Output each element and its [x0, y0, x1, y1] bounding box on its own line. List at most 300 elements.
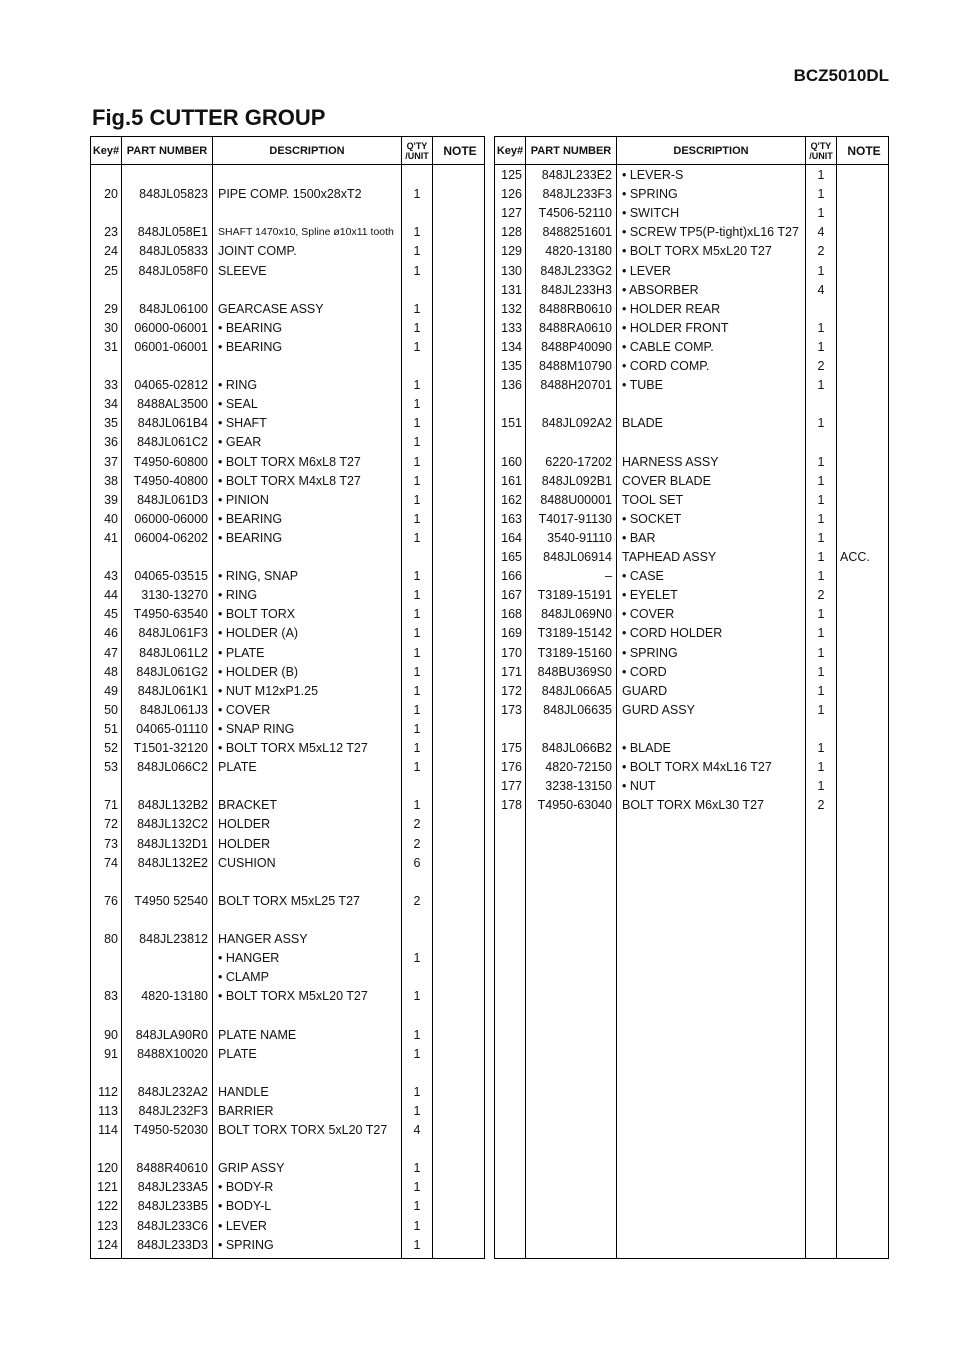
cell-desc: • HOLDER (B) [218, 664, 299, 679]
cell-qty: 1 [817, 741, 825, 755]
cell-desc: SHAFT 1470x10, Spline ø10x11 tooth [218, 226, 394, 239]
cell-note [433, 453, 484, 472]
column-key [495, 137, 526, 1258]
cell-key: 136 [501, 378, 522, 393]
cell-note [837, 624, 888, 643]
cell-desc: • SPRING [622, 187, 678, 202]
cell-qty: 1 [817, 187, 825, 202]
cell-part: 848JL233E2 [541, 168, 612, 182]
cell-desc: • BOLT TORX M5xL12 T27 [218, 741, 368, 755]
cell-part: 848JL06635 [543, 702, 612, 717]
cell-part: 848JL233F3 [542, 187, 612, 202]
cell-note [433, 968, 484, 987]
cell-note [433, 1178, 484, 1197]
cell-qty: 2 [817, 244, 825, 259]
cell-key: 44 [104, 588, 118, 603]
cell-note [433, 223, 484, 242]
cell-part: 848JL233H3 [541, 282, 612, 297]
cell-qty: 1 [817, 473, 825, 488]
cell-desc: JOINT COMP. [218, 244, 297, 259]
cell-part: 848JL061K1 [137, 683, 208, 698]
cell-key: 177 [501, 779, 522, 794]
cell-desc: BOLT TORX M6xL30 T27 [622, 798, 764, 813]
cell-part: 8488RA0610 [539, 320, 612, 335]
cell-qty: 1 [413, 1027, 421, 1042]
cell-note [433, 491, 484, 510]
cell-part: 848JL233B5 [137, 1199, 208, 1214]
cell-qty: 1 [413, 798, 421, 813]
cell-note: ACC. [840, 550, 870, 564]
cell-part: 8488M10790 [539, 359, 612, 373]
cell-qty [402, 968, 432, 987]
cell-note [433, 1026, 484, 1045]
cell-desc: • SNAP RING [218, 721, 295, 736]
cell-note [837, 414, 888, 433]
cell-key: 134 [501, 339, 522, 354]
cell-part: T3189-15142 [537, 626, 612, 641]
cell-key: 114 [98, 1123, 118, 1137]
header-desc: DESCRIPTION [213, 137, 401, 165]
cell-key: 160 [501, 454, 522, 469]
cell-key [91, 968, 121, 987]
cell-desc: • CORD HOLDER [622, 626, 723, 641]
cell-part: 848JL092B1 [541, 473, 612, 488]
cell-key: 46 [104, 626, 118, 641]
cell-note [837, 472, 888, 491]
cell-qty: 1 [817, 607, 825, 622]
cell-desc: HARNESS ASSY [622, 454, 719, 469]
cell-qty: 1 [413, 645, 421, 660]
cell-desc: SLEEVE [218, 263, 267, 278]
cell-desc: COVER BLADE [622, 473, 711, 488]
cell-qty: 1 [817, 760, 825, 775]
cell-desc: PLATE NAME [218, 1027, 297, 1042]
cell-qty: 2 [817, 359, 825, 373]
cell-qty: 1 [817, 378, 825, 393]
cell-part: 4820-13180 [545, 244, 612, 259]
cell-key: 171 [501, 664, 522, 679]
cell-part: T4950-52030 [133, 1123, 208, 1137]
cell-desc: • SPRING [622, 645, 678, 660]
cell-part: T4950-60800 [133, 454, 208, 469]
cell-note [433, 1236, 484, 1255]
cell-desc: BARRIER [218, 1103, 274, 1118]
cell-part: 06000-06000 [134, 511, 208, 526]
cell-desc: • PINION [218, 492, 269, 507]
cell-desc: • BEARING [218, 530, 283, 545]
cell-note [837, 376, 888, 395]
cell-desc: • CLAMP [218, 970, 269, 985]
cell-key: 40 [104, 511, 118, 526]
cell-desc: • NUT [622, 779, 656, 794]
header-key: Key# [495, 137, 525, 165]
cell-qty: 1 [817, 339, 825, 354]
cell-qty: 1 [817, 626, 825, 641]
cell-key: 151 [501, 416, 522, 431]
cell-desc: TOOL SET [622, 492, 684, 507]
cell-key: 127 [501, 206, 522, 221]
cell-qty: 1 [413, 244, 421, 259]
cell-desc: • BODY-R [218, 1180, 274, 1195]
cell-key: 170 [501, 645, 522, 660]
cell-part: 06004-06202 [134, 530, 208, 545]
cell-note [837, 777, 888, 796]
cell-qty: 1 [413, 492, 421, 507]
cell-note [837, 300, 888, 319]
column-desc [213, 137, 402, 1258]
column-note [433, 137, 484, 1258]
cell-key: 29 [104, 301, 118, 316]
cell-note [433, 319, 484, 338]
cell-key: 168 [501, 607, 522, 622]
cell-note [433, 1197, 484, 1216]
cell-desc: BRACKET [218, 798, 278, 813]
cell-note [837, 663, 888, 682]
cell-note [837, 338, 888, 357]
cell-note [837, 166, 888, 185]
cell-key: 52 [104, 741, 118, 755]
cell-key: 50 [104, 702, 118, 717]
column-note [837, 137, 888, 1258]
cell-desc: • BOLT TORX M6xL8 T27 [218, 454, 361, 469]
cell-desc: • EYELET [622, 588, 678, 603]
cell-note [433, 644, 484, 663]
cell-qty: 1 [413, 702, 421, 717]
cell-part: 848JL132E2 [137, 855, 208, 870]
cell-note [433, 624, 484, 643]
cell-part: 848JL05833 [139, 244, 208, 259]
cell-note [433, 835, 484, 854]
cell-key: 45 [104, 607, 118, 622]
cell-desc: • HOLDER REAR [622, 301, 721, 316]
cell-qty: 2 [817, 798, 825, 813]
cell-qty: 1 [817, 320, 825, 335]
cell-key: 37 [104, 454, 118, 469]
cell-desc: • BOLT TORX [218, 607, 296, 622]
cell-part: 848JL233G2 [540, 263, 612, 278]
cell-qty: 1 [413, 607, 421, 622]
cell-part: 04065-02812 [134, 378, 208, 393]
cell-key: 36 [104, 435, 118, 450]
cell-key: 30 [104, 320, 118, 335]
cell-key: 169 [501, 626, 522, 641]
cell-part: 848JL066B2 [541, 741, 612, 755]
cell-note [433, 586, 484, 605]
cell-part: T4950 52540 [134, 893, 208, 908]
cell-desc: • HOLDER (A) [218, 626, 299, 641]
cell-note [837, 605, 888, 624]
cell-note [433, 1217, 484, 1236]
cell-part: 848JL233D3 [137, 1237, 208, 1252]
cell-key: 48 [104, 664, 118, 679]
cell-desc: • BEARING [218, 320, 283, 335]
cell-qty: 1 [413, 1046, 421, 1061]
cell-part: – [605, 569, 612, 584]
cell-desc: • LEVER-S [622, 168, 684, 182]
cell-note [837, 739, 888, 758]
cell-qty: 1 [413, 454, 421, 469]
cell-key: 47 [104, 645, 118, 660]
cell-note [837, 491, 888, 510]
cell-qty: 1 [413, 1199, 421, 1214]
cell-part: 8488P40090 [541, 339, 612, 354]
cell-qty: 1 [413, 473, 421, 488]
cell-qty: 1 [413, 530, 421, 545]
cell-desc: GUARD [622, 683, 668, 698]
cell-part: 848JL066A5 [541, 683, 612, 698]
cell-desc: • CABLE COMP. [622, 339, 714, 354]
cell-key: 35 [104, 416, 118, 431]
cell-part: 8488AL3500 [137, 397, 208, 412]
cell-qty: 1 [413, 569, 421, 584]
cell-key: 132 [501, 301, 522, 316]
cell-qty: 1 [817, 492, 825, 507]
cell-part: 848JL061C2 [137, 435, 208, 450]
cell-part: 848JL233A5 [137, 1180, 208, 1195]
cell-key: 39 [104, 492, 118, 507]
cell-part: 848JL066C2 [137, 760, 208, 775]
cell-note [837, 185, 888, 204]
cell-key: 172 [501, 683, 522, 698]
cell-part: 848JL061J3 [139, 702, 208, 717]
cell-qty: 1 [413, 760, 421, 775]
cell-part: T4017-91130 [538, 511, 612, 526]
cell-qty: 1 [413, 741, 421, 755]
cell-desc: • ABSORBER [622, 282, 699, 297]
cell-part [122, 949, 212, 968]
cell-part: 8488251601 [542, 225, 612, 240]
cell-desc: • CASE [622, 569, 664, 584]
cell-desc: • PLATE [218, 645, 265, 660]
cell-note [433, 854, 484, 873]
parts-table-right [494, 136, 889, 1259]
cell-part: 8488H20701 [540, 378, 612, 393]
cell-key: 23 [104, 225, 118, 240]
cell-part: 4820-72150 [545, 760, 612, 775]
cell-key: 113 [98, 1103, 118, 1118]
cell-qty: 1 [817, 511, 825, 526]
cell-key: 128 [501, 225, 522, 240]
cell-qty: 1 [413, 1237, 421, 1252]
cell-desc: • BAR [622, 530, 656, 545]
cell-key: 175 [501, 741, 522, 755]
cell-desc: • SPRING [218, 1237, 274, 1252]
cell-part: 04065-03515 [134, 569, 208, 584]
cell-qty: 1 [413, 511, 421, 526]
cell-part: 848JL069N0 [541, 607, 612, 622]
cell-part: 848JL061D3 [137, 492, 208, 507]
cell-key: 20 [104, 187, 118, 202]
cell-part: 848JL05823 [139, 187, 208, 202]
header-key: Key# [91, 137, 121, 165]
cell-key: 34 [104, 397, 118, 412]
cell-desc: • BOLT TORX M4xL8 T27 [218, 473, 361, 488]
cell-part: 848JL058F0 [138, 263, 208, 278]
cell-part: 848JL132C2 [137, 817, 208, 832]
cell-key: 123 [97, 1218, 118, 1233]
column-key [91, 137, 122, 1258]
cell-qty: 1 [413, 989, 421, 1004]
cell-part: T4950-63040 [537, 798, 612, 813]
cell-key: 124 [97, 1237, 118, 1252]
cell-note [433, 242, 484, 261]
cell-note [837, 204, 888, 223]
header-desc: DESCRIPTION [617, 137, 805, 165]
cell-part: 8488RB0610 [539, 301, 612, 316]
cell-qty: 1 [413, 301, 421, 316]
cell-key: 121 [97, 1180, 118, 1195]
cell-desc: HANGER ASSY [218, 932, 308, 946]
cell-note [837, 644, 888, 663]
cell-key: 176 [501, 760, 522, 775]
column-qty [402, 137, 433, 1258]
cell-qty: 4 [817, 225, 825, 240]
cell-note [837, 567, 888, 586]
cell-note [433, 682, 484, 701]
cell-desc: PLATE [218, 760, 257, 775]
cell-part: T1501-32120 [133, 741, 208, 755]
cell-key: 163 [501, 511, 522, 526]
cell-desc: • BLADE [622, 741, 671, 755]
cell-desc: • BEARING [218, 339, 283, 354]
cell-qty: 1 [817, 645, 825, 660]
cell-key: 72 [104, 817, 118, 832]
cell-desc: • SHAFT [218, 416, 267, 431]
cell-part: T4506-52110 [538, 206, 612, 221]
cell-desc: • TUBE [622, 378, 663, 393]
cell-note [433, 262, 484, 281]
cell-desc: • CORD COMP. [622, 359, 710, 373]
cell-note [433, 796, 484, 815]
cell-part: T3189-15191 [537, 588, 612, 603]
cell-note [433, 930, 484, 949]
cell-note [433, 414, 484, 433]
cell-qty: 2 [413, 893, 421, 908]
cell-qty: 1 [817, 550, 825, 564]
cell-qty: 1 [413, 416, 421, 431]
cell-desc: BOLT TORX M5xL25 T27 [218, 893, 360, 908]
cell-qty: 1 [413, 225, 421, 240]
cell-key: 38 [104, 473, 118, 488]
cell-key: 53 [104, 760, 118, 775]
cell-key: 49 [104, 683, 118, 698]
cell-qty: 1 [413, 339, 421, 354]
cell-note [837, 510, 888, 529]
cell-part: T4950-40800 [133, 473, 208, 488]
cell-desc: PLATE [218, 1046, 257, 1061]
cell-part: T3189-15160 [537, 645, 612, 660]
cell-qty: 1 [413, 320, 421, 335]
cell-key: 135 [501, 359, 522, 373]
cell-key: 83 [104, 989, 118, 1004]
cell-qty: 1 [817, 206, 825, 221]
cell-key: 33 [104, 378, 118, 393]
cell-desc: HOLDER [218, 836, 271, 851]
cell-key: 41 [104, 530, 118, 545]
cell-key: 76 [104, 893, 118, 908]
cell-key: 91 [104, 1046, 118, 1061]
cell-qty: 1 [817, 569, 825, 584]
cell-key: 129 [501, 244, 522, 259]
cell-desc: • LEVER [218, 1218, 267, 1233]
cell-key: 167 [501, 588, 522, 603]
cell-key: 173 [501, 702, 522, 717]
cell-desc: TAPHEAD ASSY [622, 550, 717, 564]
cell-note [837, 242, 888, 261]
cell-note [433, 1045, 484, 1064]
model-number: BCZ5010DL [793, 66, 889, 85]
cell-part: 848JL132B2 [137, 798, 208, 813]
cell-qty: 1 [413, 626, 421, 641]
cell-part: 04065-01110 [136, 721, 208, 736]
header-qty: Q'TY /UNIT [806, 137, 836, 165]
cell-qty: 6 [413, 855, 421, 870]
cell-key: 51 [104, 721, 118, 736]
cell-note [433, 720, 484, 739]
cell-part: 848JL132D1 [137, 836, 208, 851]
cell-qty: 2 [413, 836, 421, 851]
cell-note [837, 758, 888, 777]
cell-qty: 1 [817, 530, 825, 545]
cell-desc: GEARCASE ASSY [218, 301, 324, 316]
cell-note [433, 300, 484, 319]
cell-part: 848JL058E1 [137, 225, 208, 240]
cell-qty: 1 [413, 721, 421, 736]
cell-part: 3238-13150 [545, 779, 612, 794]
cell-desc: GRIP ASSY [218, 1161, 285, 1176]
cell-note [837, 529, 888, 548]
cell-note [433, 567, 484, 586]
cell-qty: 1 [817, 779, 825, 794]
cell-desc: • RING, SNAP [218, 569, 299, 584]
cell-key: 133 [501, 320, 522, 335]
cell-desc: GURD ASSY [622, 702, 695, 717]
cell-part: 848JL092A2 [541, 416, 612, 431]
cell-key: 125 [501, 168, 522, 182]
cell-part: 848JL232A2 [137, 1084, 208, 1099]
cell-note [433, 338, 484, 357]
cell-note [433, 987, 484, 1006]
cell-note [433, 739, 484, 758]
cell-note [433, 1121, 484, 1140]
cell-note [433, 1083, 484, 1102]
cell-qty: 1 [413, 397, 421, 412]
cell-qty [806, 300, 836, 319]
cell-key: 130 [501, 263, 522, 278]
cell-part: 848JL061B4 [137, 416, 208, 431]
cell-qty: 1 [413, 951, 421, 966]
cell-note [433, 395, 484, 414]
cell-part: 848JL06100 [139, 301, 208, 316]
cell-qty: 4 [413, 1123, 421, 1137]
figure-title: Fig.5 CUTTER GROUP [92, 105, 326, 130]
cell-qty: 1 [413, 1218, 421, 1233]
cell-part: 8488R40610 [136, 1161, 208, 1176]
cell-qty: 1 [413, 1161, 421, 1176]
cell-part: 848JL06914 [543, 550, 612, 564]
parts-table-left [90, 136, 485, 1259]
cell-note [837, 319, 888, 338]
cell-desc: • NUT M12xP1.25 [218, 683, 319, 698]
header-part: PART NUMBER [122, 137, 212, 165]
cell-note [433, 1159, 484, 1178]
header-note: NOTE [837, 137, 888, 165]
cell-key: 126 [501, 187, 522, 202]
cell-part [122, 968, 212, 987]
cell-desc: • HOLDER FRONT [622, 320, 729, 335]
cell-qty: 1 [413, 263, 421, 278]
cell-part: 848JL061L2 [139, 645, 208, 660]
